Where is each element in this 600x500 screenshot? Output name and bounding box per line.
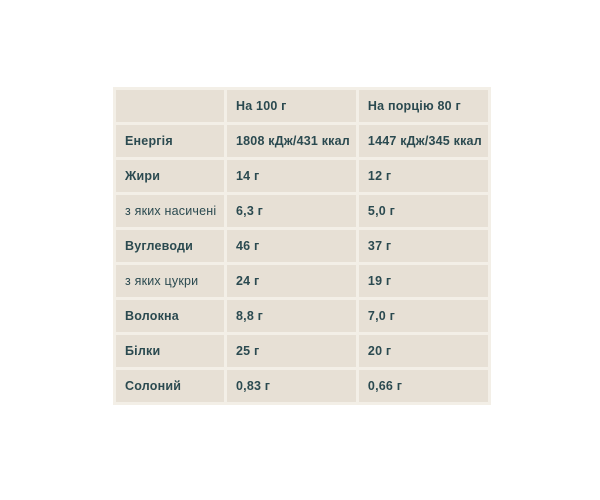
value-per-80g: 37 г <box>359 230 488 262</box>
row-label: з яких насичені <box>116 195 224 227</box>
value-per-100g: 14 г <box>227 160 356 192</box>
table-row-saturated-fat <box>116 195 488 227</box>
header-row <box>116 90 488 122</box>
row-label: Вуглеводи <box>116 230 224 262</box>
table-row-energy <box>116 125 488 157</box>
value-per-80g: 20 г <box>359 335 488 367</box>
table-row-sugars <box>116 265 488 297</box>
value-per-100g: 6,3 г <box>227 195 356 227</box>
table-row-fiber <box>116 300 488 332</box>
value-per-80g: 12 г <box>359 160 488 192</box>
table-row-carbohydrates <box>116 230 488 262</box>
row-label: Жири <box>116 160 224 192</box>
value-per-100g: 0,83 г <box>227 370 356 402</box>
value-per-80g: 19 г <box>359 265 488 297</box>
nutrition-table <box>113 87 491 405</box>
value-per-80g: 5,0 г <box>359 195 488 227</box>
value-per-100g: 1808 кДж/431 ккал <box>227 125 356 157</box>
value-per-100g: 46 г <box>227 230 356 262</box>
row-label: Білки <box>116 335 224 367</box>
header-per-100g: На 100 г <box>227 90 356 122</box>
value-per-100g: 24 г <box>227 265 356 297</box>
row-label: Солоний <box>116 370 224 402</box>
table-row-fat <box>116 160 488 192</box>
header-empty-cell <box>116 90 224 122</box>
value-per-100g: 25 г <box>227 335 356 367</box>
row-label: з яких цукри <box>116 265 224 297</box>
table-row-protein <box>116 335 488 367</box>
value-per-80g: 1447 кДж/345 ккал <box>359 125 488 157</box>
row-label: Волокна <box>116 300 224 332</box>
row-label: Енергія <box>116 125 224 157</box>
value-per-80g: 0,66 г <box>359 370 488 402</box>
header-per-portion-80g: На порцію 80 г <box>359 90 488 122</box>
value-per-100g: 8,8 г <box>227 300 356 332</box>
value-per-80g: 7,0 г <box>359 300 488 332</box>
table-row-salt <box>116 370 488 402</box>
